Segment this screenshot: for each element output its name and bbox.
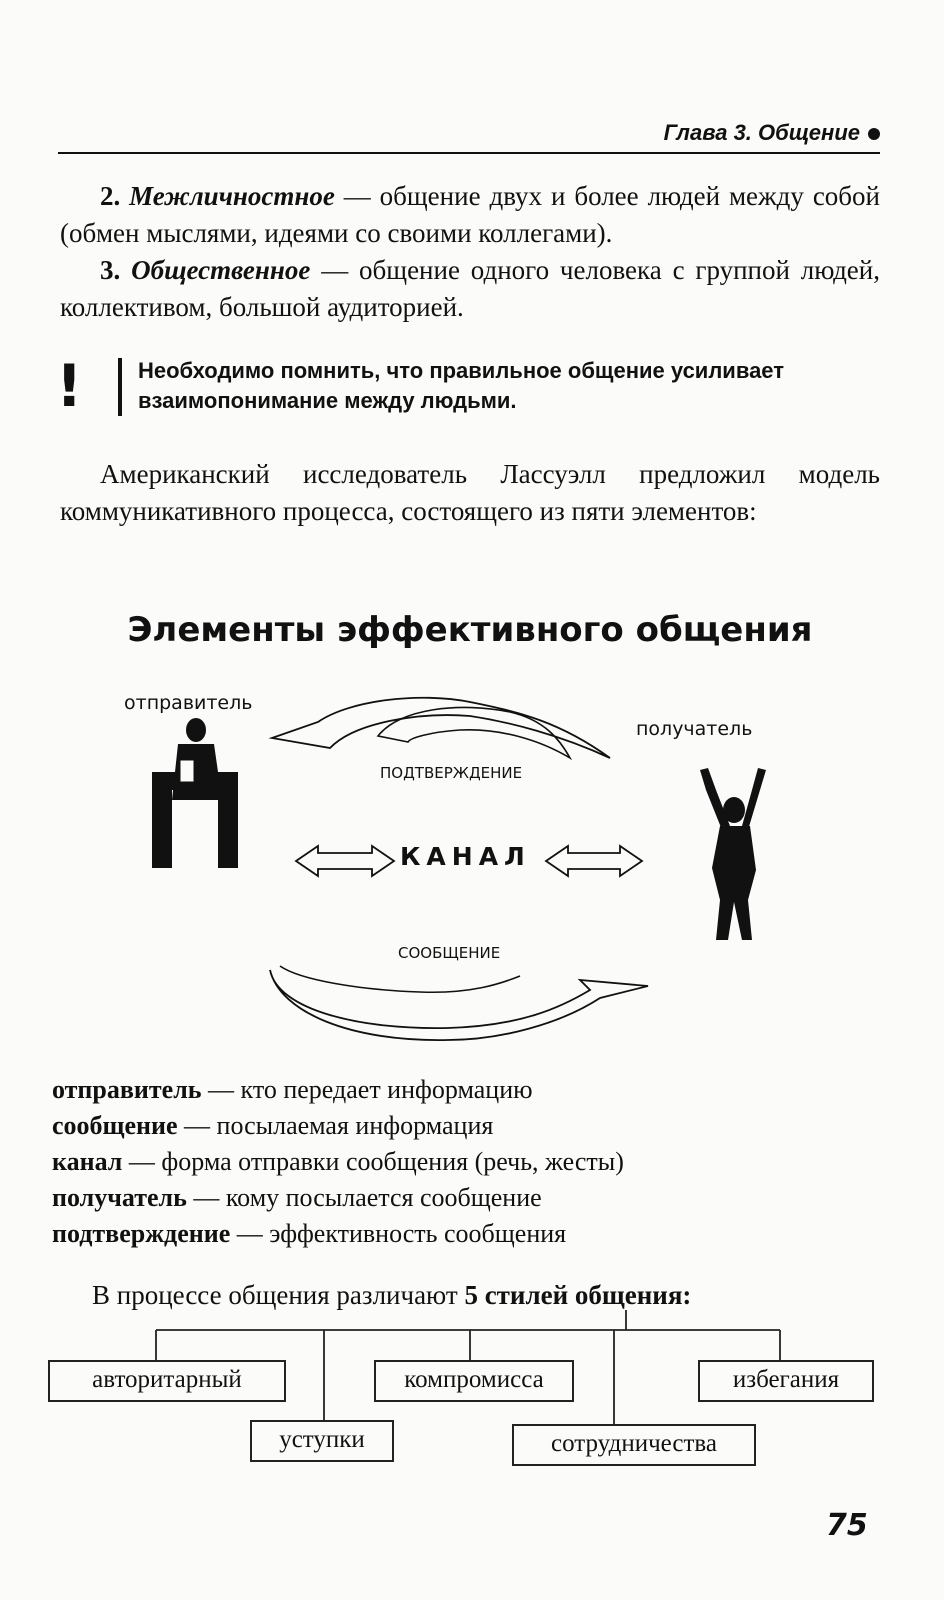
- label-message: СООБЩЕНИЕ: [398, 944, 501, 962]
- diagram-title: Элементы эффективного общения: [127, 610, 813, 650]
- receiver-figure-icon: [700, 768, 766, 940]
- sender-figure-icon: [152, 718, 238, 868]
- style-authoritarian: авторитарный: [48, 1360, 286, 1402]
- page-number: 75: [826, 1508, 868, 1543]
- style-concession: уступки: [250, 1420, 394, 1462]
- label-receiver: получатель: [636, 718, 753, 740]
- style-avoidance: избегания: [698, 1360, 874, 1402]
- exclamation-icon: !: [56, 352, 83, 420]
- item-number: 3.: [100, 255, 121, 285]
- confirmation-arrow-icon: [272, 698, 610, 758]
- channel-right-arrow-icon: [546, 846, 642, 876]
- definition-text: — общение двух и более людей между собой (обмен мыслями, идеями со своими коллегами).: [60, 181, 880, 248]
- definition-text: — общение одного человека с группой людей, коллективом, большой аудиторией.: [60, 255, 880, 322]
- definition-row: отправитель — кто передает информацию: [52, 1075, 533, 1104]
- label-channel: КАНАЛ: [400, 842, 531, 871]
- intro-text: Американский исследователь Лассуэлл предложил модель коммуникативного процесса, состоящего из пяти элементов:: [60, 459, 880, 526]
- styles-intro: В процессе общения различают 5 стилей общения:: [92, 1280, 692, 1310]
- definition-row: сообщение — посылаемая информация: [52, 1111, 494, 1140]
- term-interpersonal: Межличностное: [129, 181, 335, 211]
- message-arrow-inner-icon: [280, 966, 520, 992]
- definition-row: подтверждение — эффективность сообщения: [52, 1219, 567, 1248]
- note-text: Необходимо помнить, что правильное общение усиливает взаимопонимание между людьми.: [138, 358, 785, 413]
- chapter-title: Глава 3. Общение: [664, 120, 880, 146]
- style-cooperation: сотрудничества: [512, 1424, 756, 1466]
- label-sender: отправитель: [124, 692, 253, 714]
- channel-left-arrow-icon: [296, 846, 394, 876]
- definitions-list: [52, 1072, 872, 1252]
- message-arrow-icon: [270, 970, 648, 1040]
- item-number: 2.: [100, 181, 121, 211]
- term-public: Общественное: [131, 255, 311, 285]
- label-confirmation: ПОДТВЕРЖДЕНИЕ: [380, 764, 523, 782]
- definition-row: получатель — кому посылается сообщение: [52, 1183, 542, 1212]
- definition-row: канал — форма отправки сообщения (речь, жесты): [52, 1147, 624, 1176]
- style-compromise: компромисса: [374, 1360, 574, 1402]
